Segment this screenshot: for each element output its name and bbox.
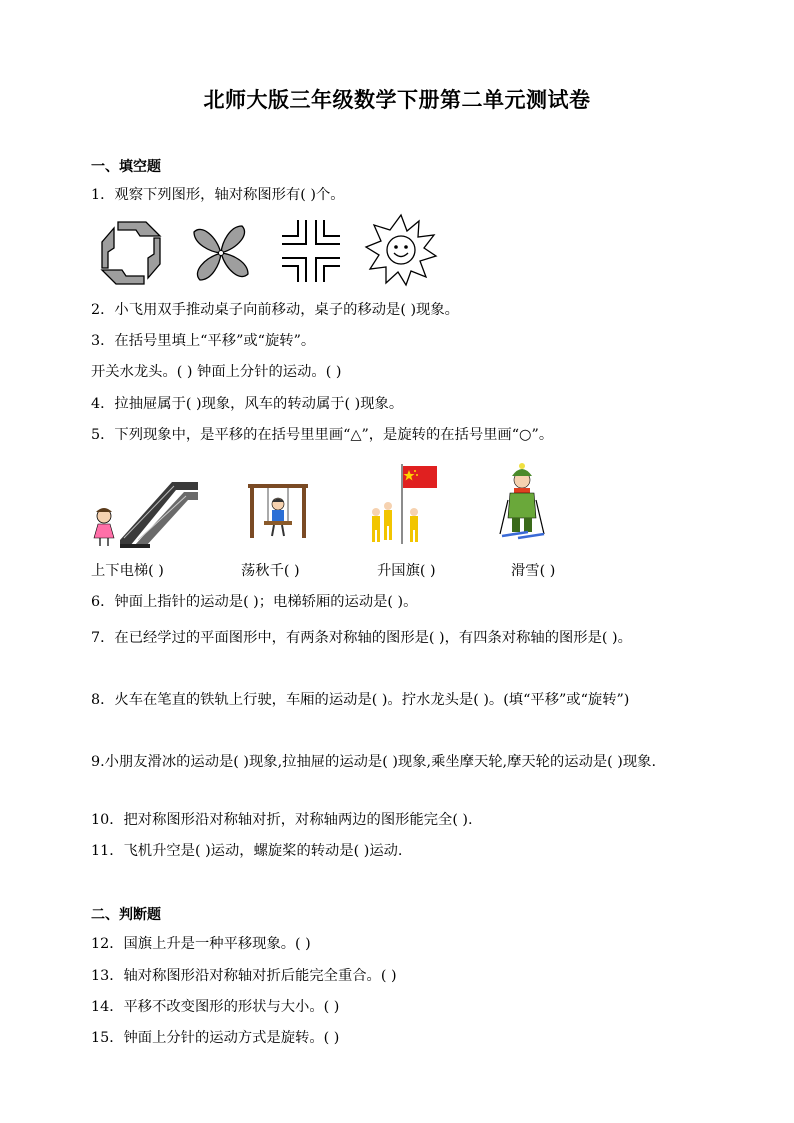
question-8: 8．火车在笔直的铁轨上行驶，车厢的运动是( )。拧水龙头是( )。(填“平移”或“旋转”) xyxy=(91,692,630,708)
girl-escalator-icon xyxy=(90,468,202,550)
question-7: 7．在已经学过的平面图形中，有两条对称轴的图形是( )，有四条对称轴的图形是( )。 xyxy=(91,630,632,646)
question-9: 9.小朋友滑冰的运动是( )现象,拉抽屉的运动是( )现象,乘坐摩天轮,摩天轮的运动是( )现象. xyxy=(91,754,657,770)
question-3: 3．在括号里填上“平移”或“旋转”。 xyxy=(91,333,316,349)
four-petal-pinwheel-icon xyxy=(186,218,256,288)
question-2: 2．小飞用双手推动桌子向前移动，桌子的移动是( )现象。 xyxy=(91,302,459,318)
question-11: 11．飞机升空是( )运动，螺旋桨的转动是( )运动. xyxy=(91,843,403,859)
question-14: 14．平移不改变图形的形状与大小。( ) xyxy=(91,999,340,1015)
child-skiing-icon xyxy=(494,462,550,542)
caption-skiing: 滑雪( ) xyxy=(511,563,556,579)
question-10: 10．把对称图形沿对称轴对折，对称轴两边的图形能完全( ). xyxy=(91,812,473,828)
section-heading-fill-blank: 一、填空题 xyxy=(91,159,161,175)
crossroads-lines-icon xyxy=(276,218,346,284)
question-4: 4．拉抽屉属于( )现象，风车的转动属于( )现象。 xyxy=(91,396,404,412)
flag-raising-icon xyxy=(368,462,440,546)
question-15: 15．钟面上分针的运动方式是旋转。( ) xyxy=(91,1030,340,1046)
caption-flag-raising: 升国旗( ) xyxy=(377,563,436,579)
question-12: 12．国旗上升是一种平移现象。( ) xyxy=(91,936,311,952)
square-spiral-icon xyxy=(96,220,166,286)
question-3-items: 开关水龙头。( ) 钟面上分针的运动。( ) xyxy=(91,364,342,380)
question-13: 13．轴对称图形沿对称轴对折后能完全重合。( ) xyxy=(91,968,397,984)
question-5: 5．下列现象中，是平移的在括号里里画“△”，是旋转的在括号里画“○”。 xyxy=(91,427,554,443)
caption-swing: 荡秋千( ) xyxy=(241,563,300,579)
smiling-sun-star-icon xyxy=(364,213,438,287)
caption-escalator: 上下电梯( ) xyxy=(91,563,164,579)
question-1: 1．观察下列图形，轴对称图形有( )个。 xyxy=(91,187,345,203)
page-title: 北师大版三年级数学下册第二单元测试卷 xyxy=(203,88,591,112)
section-heading-true-false: 二、判断题 xyxy=(91,907,161,923)
boy-on-swing-icon xyxy=(246,482,310,540)
question-6: 6．钟面上指针的运动是( )；电梯轿厢的运动是( )。 xyxy=(91,594,418,610)
